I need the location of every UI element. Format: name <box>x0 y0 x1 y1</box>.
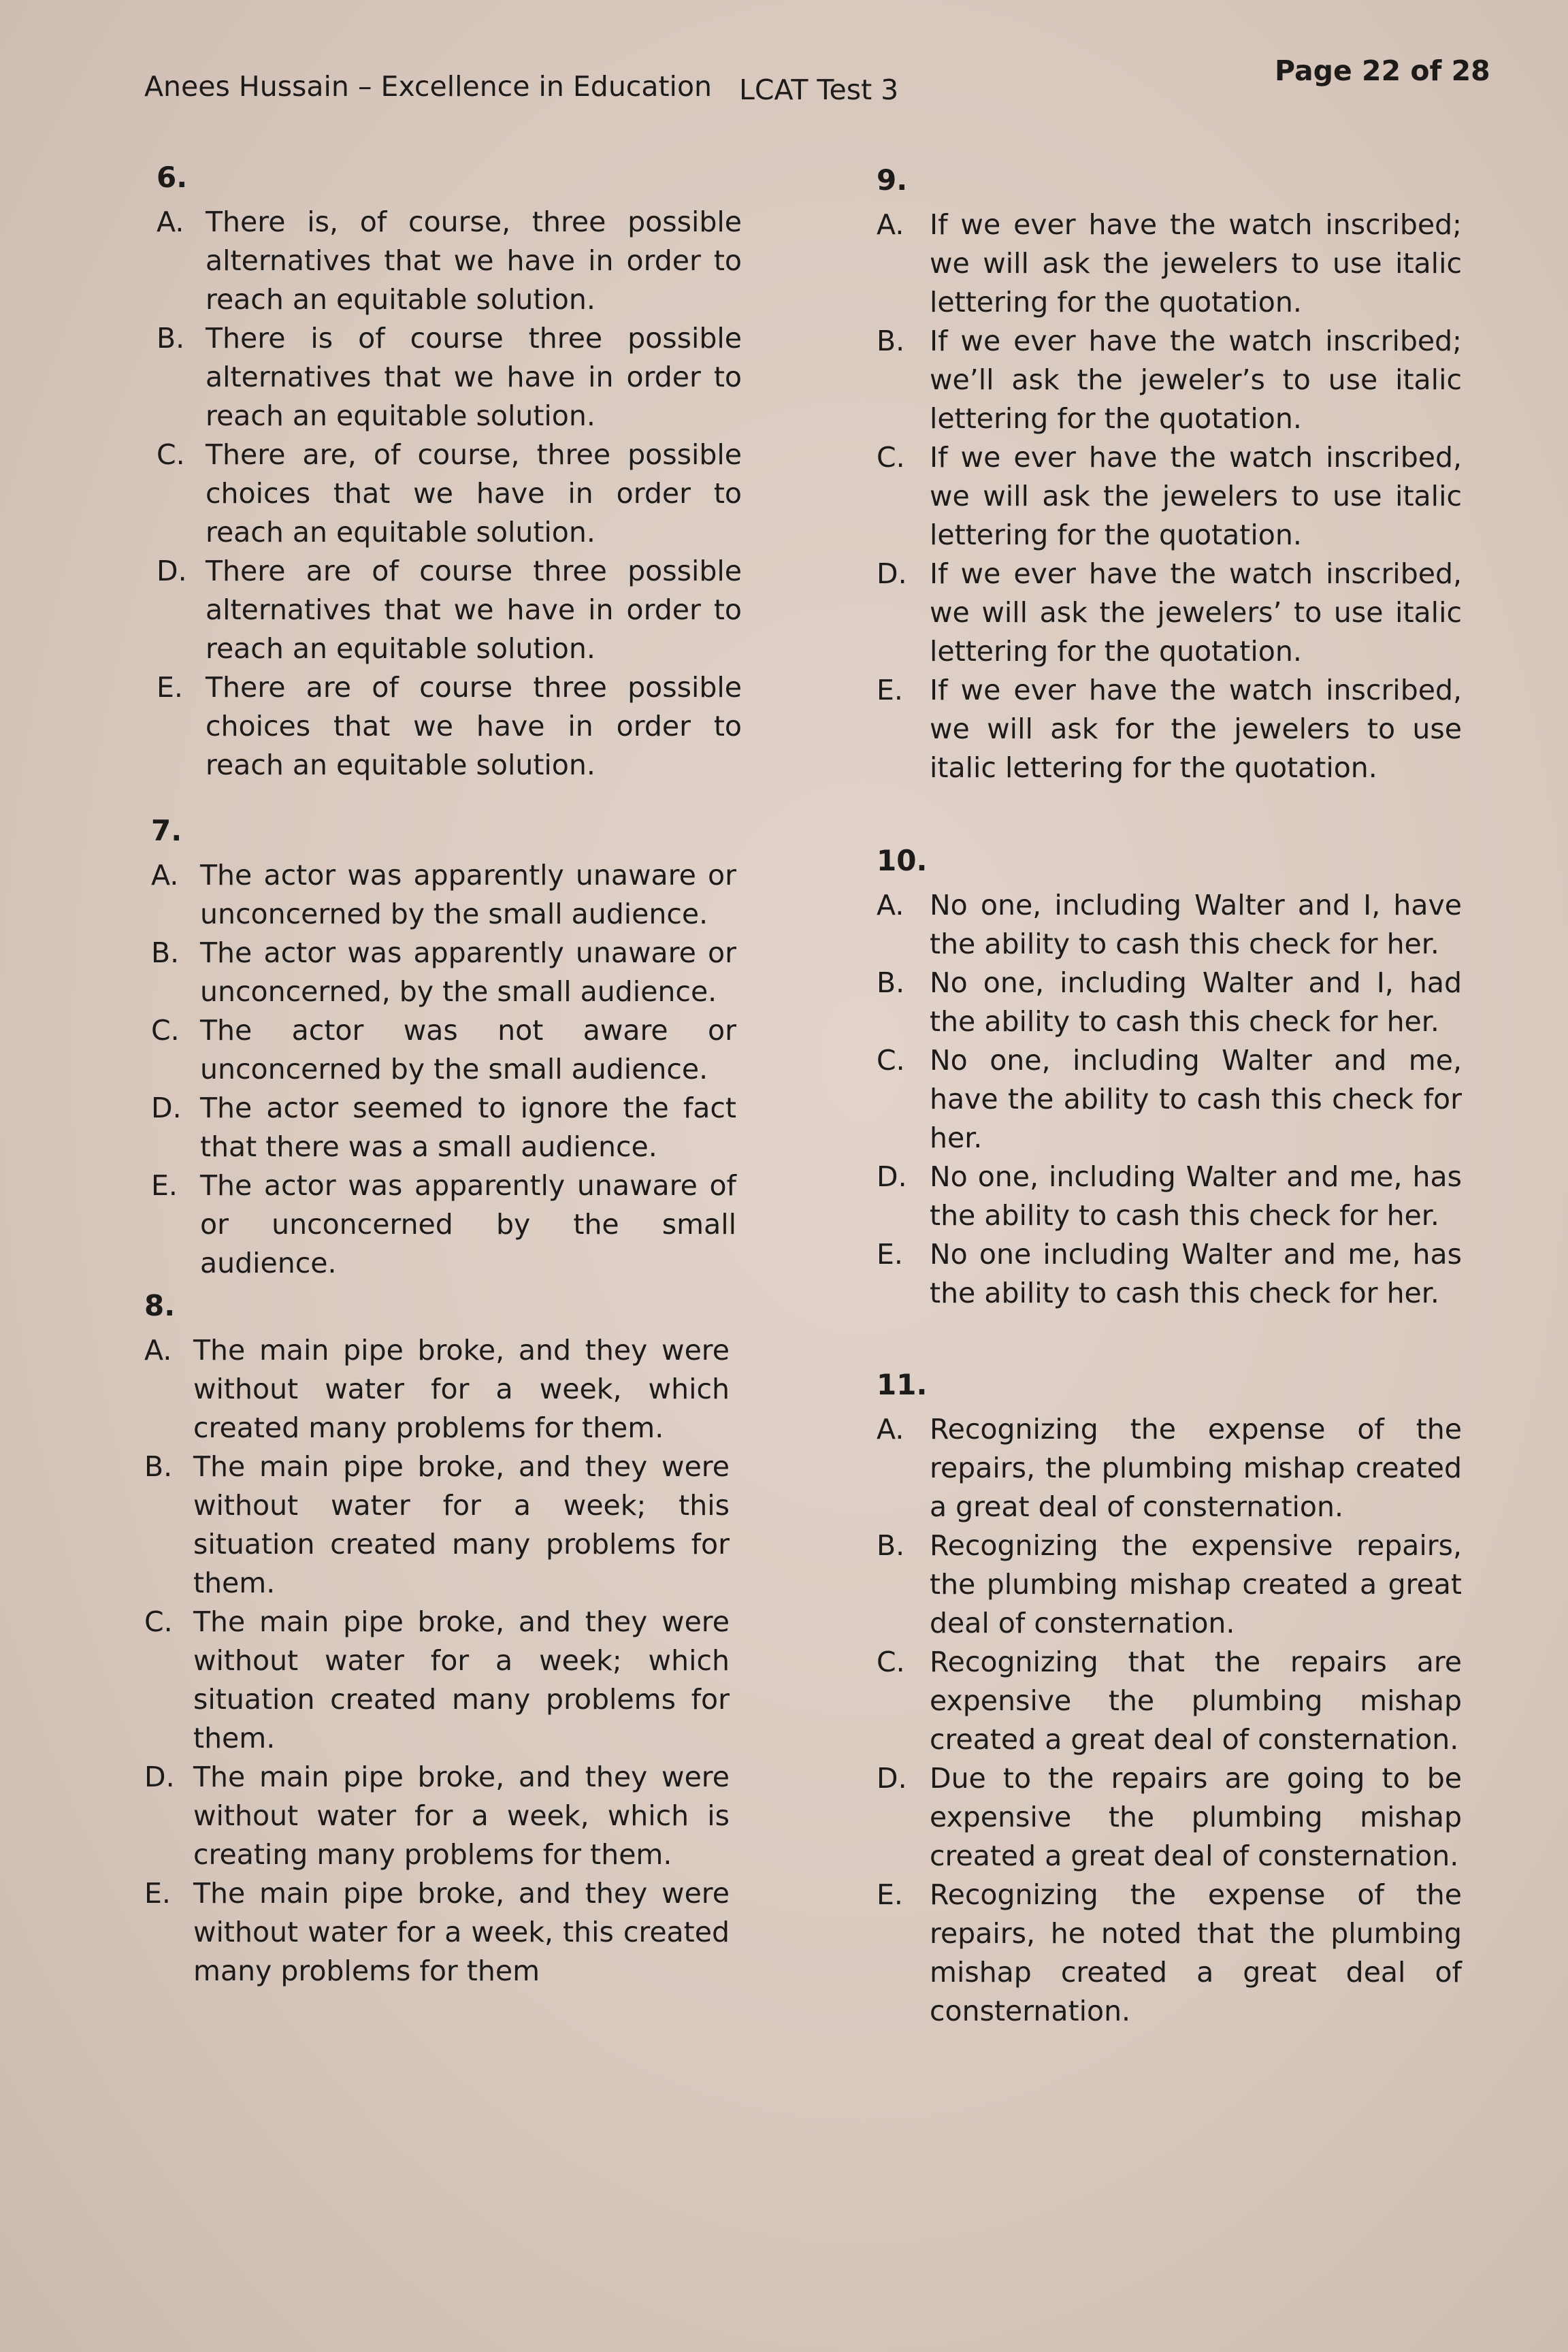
test-title: LCAT Test 3 <box>739 74 899 106</box>
option-letter: B. <box>877 1529 905 1562</box>
option-letter: D. <box>877 1160 907 1193</box>
option-letter: B. <box>151 936 180 969</box>
option-b[interactable] <box>157 319 742 436</box>
option-e[interactable] <box>144 1874 730 1991</box>
option-b[interactable] <box>877 322 1462 438</box>
option-text: If we ever have the watch inscribed, we will ask for the jewelers to use italic lettering for the quotation. <box>930 674 1462 784</box>
option-letter: C. <box>877 441 905 474</box>
option-text: There is, of course, three possible alternatives that we have in order to reach an equitable solution. <box>206 206 742 316</box>
option-letter: E. <box>144 1877 171 1910</box>
option-c[interactable] <box>877 438 1462 555</box>
author-header: Anees Hussain – Excellence in Education <box>144 70 713 103</box>
option-text: No one, including Walter and me, has the ability to cash this check for her. <box>930 1160 1462 1232</box>
question-8 <box>144 1286 730 1991</box>
question-9 <box>877 161 1462 787</box>
option-text: The main pipe broke, and they were without water for a week; which situation created many problems for them. <box>193 1605 730 1754</box>
option-text: If we ever have the watch inscribed, we will ask the jewelers to use italic lettering for the quotation. <box>930 441 1462 551</box>
option-text: Due to the repairs are going to be expensive the plumbing mishap created a great deal of consternation. <box>930 1762 1462 1872</box>
option-letter: E. <box>877 1238 903 1271</box>
option-text: The actor seemed to ignore the fact that there was a small audience. <box>200 1092 736 1163</box>
option-letter: A. <box>151 859 179 892</box>
option-letter: C. <box>877 1044 905 1077</box>
option-a[interactable] <box>151 856 736 934</box>
question-6 <box>157 158 742 785</box>
option-text: Recognizing the expense of the repairs, he noted that the plumbing mishap created a great deal of consternation. <box>930 1878 1462 2027</box>
question-number: 7. <box>151 814 182 847</box>
question-11 <box>877 1365 1462 2031</box>
option-b[interactable] <box>877 964 1462 1041</box>
question-number: 11. <box>877 1368 928 1401</box>
option-c[interactable] <box>144 1603 730 1758</box>
option-letter: A. <box>877 208 904 241</box>
option-letter: D. <box>877 557 907 590</box>
option-letter: A. <box>877 1413 904 1446</box>
option-a[interactable] <box>144 1331 730 1448</box>
option-text: There is of course three possible alternatives that we have in order to reach an equitable solution. <box>206 322 742 432</box>
option-letter: A. <box>877 889 904 921</box>
option-d[interactable] <box>877 1158 1462 1235</box>
option-letter: A. <box>157 206 184 238</box>
option-text: There are, of course, three possible choices that we have in order to reach an equitable solution. <box>206 438 742 549</box>
option-letter: B. <box>877 966 905 999</box>
option-letter: C. <box>877 1646 905 1678</box>
option-b[interactable] <box>877 1526 1462 1643</box>
option-a[interactable] <box>157 203 742 319</box>
option-letter: D. <box>151 1092 182 1124</box>
option-d[interactable] <box>151 1089 736 1166</box>
question-number: 8. <box>144 1289 176 1322</box>
option-a[interactable] <box>877 886 1462 964</box>
option-text: If we ever have the watch inscribed; we’ll ask the jeweler’s to use italic lettering for the quotation. <box>930 325 1462 435</box>
option-text: Recognizing that the repairs are expensive the plumbing mishap created a great deal of consternation. <box>930 1646 1462 1756</box>
option-e[interactable] <box>877 1235 1462 1313</box>
option-text: The actor was not aware or unconcerned by the small audience. <box>200 1014 736 1085</box>
option-text: The main pipe broke, and they were without water for a week, which is creating many problems for them. <box>193 1761 730 1871</box>
option-text: Recognizing the expensive repairs, the plumbing mishap created a great deal of consternation. <box>930 1529 1462 1639</box>
question-10 <box>877 841 1462 1313</box>
option-letter: B. <box>877 325 905 357</box>
option-letter: D. <box>157 555 187 587</box>
option-c[interactable] <box>157 436 742 552</box>
option-c[interactable] <box>151 1011 736 1089</box>
option-b[interactable] <box>151 934 736 1011</box>
option-letter: D. <box>877 1762 907 1795</box>
option-text: The main pipe broke, and they were without water for a week, which created many problems for them. <box>193 1334 730 1444</box>
option-text: No one, including Walter and me, have the ability to cash this check for her. <box>930 1044 1462 1154</box>
option-text: The main pipe broke, and they were without water for a week; this situation created many problems for them. <box>193 1450 730 1599</box>
option-letter: A. <box>144 1334 172 1367</box>
option-letter: E. <box>877 1878 903 1911</box>
option-text: The actor was apparently unaware of or unconcerned by the small audience. <box>200 1169 736 1279</box>
option-text: The actor was apparently unaware or unconcerned, by the small audience. <box>200 936 736 1008</box>
option-d[interactable] <box>144 1758 730 1874</box>
option-text: The actor was apparently unaware or unconcerned by the small audience. <box>200 859 736 930</box>
option-d[interactable] <box>877 555 1462 671</box>
option-text: Recognizing the expense of the repairs, the plumbing mishap created a great deal of consternation. <box>930 1413 1462 1523</box>
option-letter: E. <box>151 1169 178 1202</box>
option-text: No one, including Walter and I, had the ability to cash this check for her. <box>930 966 1462 1038</box>
option-letter: E. <box>157 671 183 704</box>
option-c[interactable] <box>877 1041 1462 1158</box>
option-letter: B. <box>144 1450 173 1483</box>
option-d[interactable] <box>157 552 742 668</box>
option-a[interactable] <box>877 1410 1462 1526</box>
option-text: There are of course three possible choices that we have in order to reach an equitable solution. <box>206 671 742 781</box>
option-letter: C. <box>151 1014 180 1047</box>
option-e[interactable] <box>877 671 1462 787</box>
option-letter: E. <box>877 674 903 706</box>
option-letter: D. <box>144 1761 175 1793</box>
page-header <box>0 0 1568 136</box>
option-c[interactable] <box>877 1643 1462 1759</box>
question-number: 9. <box>877 163 908 197</box>
question-number: 6. <box>157 161 188 194</box>
option-a[interactable] <box>877 206 1462 322</box>
question-7 <box>151 811 736 1283</box>
option-text: If we ever have the watch inscribed, we will ask the jewelers’ to use italic lettering for the quotation. <box>930 557 1462 668</box>
option-letter: B. <box>157 322 185 355</box>
option-text: No one, including Walter and I, have the ability to cash this check for her. <box>930 889 1462 960</box>
option-b[interactable] <box>144 1448 730 1603</box>
question-number: 10. <box>877 844 928 877</box>
option-d[interactable] <box>877 1759 1462 1876</box>
option-text: There are of course three possible alternatives that we have in order to reach an equitable solution. <box>206 555 742 665</box>
option-letter: C. <box>157 438 185 471</box>
option-e[interactable] <box>157 668 742 785</box>
option-text: No one including Walter and me, has the ability to cash this check for her. <box>930 1238 1462 1309</box>
option-letter: C. <box>144 1605 173 1638</box>
option-e[interactable] <box>877 1876 1462 2031</box>
option-e[interactable] <box>151 1166 736 1283</box>
option-text: If we ever have the watch inscribed; we will ask the jewelers to use italic lettering for the quotation. <box>930 208 1462 318</box>
page-number: Page 22 of 28 <box>1275 54 1490 87</box>
option-text: The main pipe broke, and they were without water for a week, this created many problems for them <box>193 1877 730 1987</box>
